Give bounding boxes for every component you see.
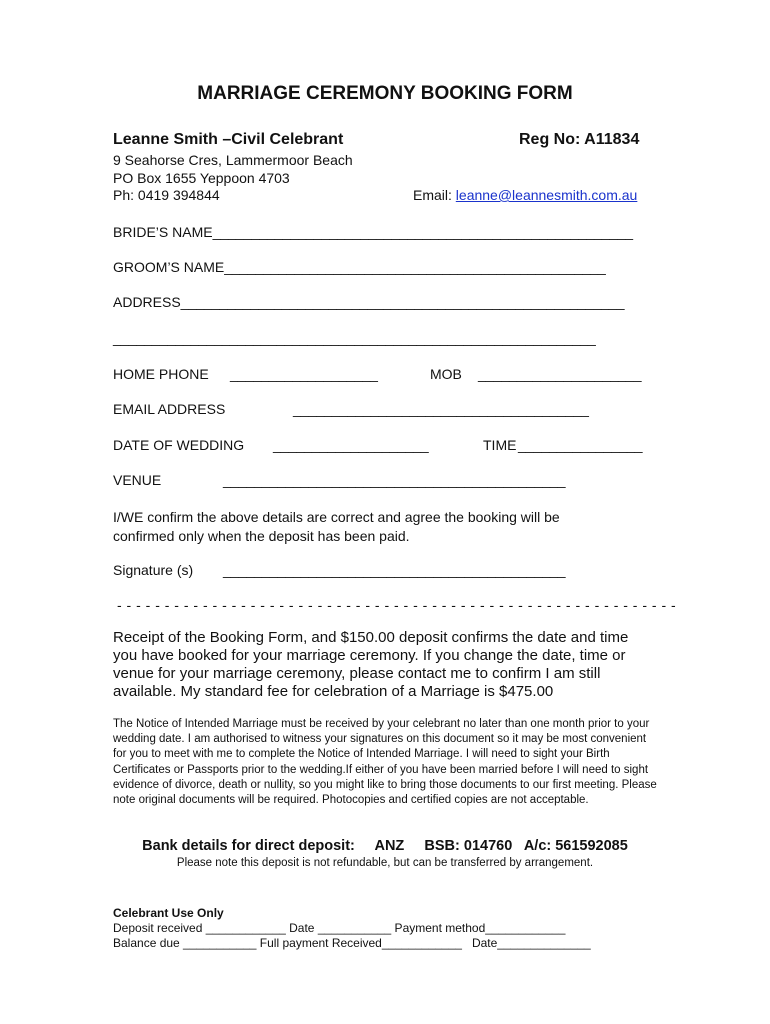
time-label: TIME <box>483 437 517 453</box>
email-label: Email: <box>413 187 456 203</box>
signature-label: Signature (s) <box>113 562 194 578</box>
date-of-wedding-field[interactable]: ____________________ <box>273 437 429 453</box>
signature-field[interactable]: ____________________________________________ <box>223 562 566 578</box>
confirmation-statement: I/WE confirm the above details are correct and agree the booking will be confirmed only when the deposit has been paid. <box>113 509 560 544</box>
bank-details: Bank details for direct deposit: ANZ BSB: 014760 A/c: 561592085 <box>142 838 628 854</box>
registration-number: Reg No: A11834 <box>519 131 640 148</box>
email-address-field[interactable]: ______________________________________ <box>293 401 589 417</box>
mobile-field[interactable]: _____________________ <box>478 366 642 382</box>
cut-line-separator: - - - - - - - - - - - - - - - - - - - - - - - - - - - - - - - - - - - - - - - - - - - - - - - - - - - - - - - - - - - <box>117 597 677 613</box>
celebrant-name: Leanne Smith –Civil Celebrant <box>113 131 344 148</box>
home-phone-label: HOME PHONE <box>113 366 209 382</box>
groom-name-field[interactable]: GROOM’S NAME_________________________________________________ <box>113 259 606 275</box>
deposit-note: Please note this deposit is not refundable, but can be transferred by arrangement. <box>176 857 594 869</box>
mobile-label: MOB <box>430 366 462 382</box>
page-title: MARRIAGE CEREMONY BOOKING FORM <box>197 83 573 104</box>
venue-label: VENUE <box>113 472 162 488</box>
address-field-line2[interactable]: ______________________________________________________________ <box>113 330 596 346</box>
email-link[interactable]: leanne@leannesmith.com.au <box>455 187 638 203</box>
email-address-label: EMAIL ADDRESS <box>113 401 226 417</box>
time-field[interactable]: ________________ <box>518 437 643 453</box>
office-use-line1[interactable]: Deposit received ____________ Date ___________ Payment method____________ <box>113 921 566 935</box>
bride-name-field[interactable]: BRIDE’S NAME______________________________________________________ <box>113 224 634 240</box>
celebrant-address-line2: PO Box 1655 Yeppoon 4703 <box>113 170 290 186</box>
celebrant-phone: Ph: 0419 394844 <box>113 187 220 203</box>
receipt-paragraph: Receipt of the Booking Form, and $150.00 deposit confirms the date and time you have booked for your marriage ceremony. If you change the date, time or venue for your marriage ceremony, please contact me to confirm I am still available. My standard fee for celebration of a Marriage is $475.00 <box>113 629 629 700</box>
celebrant-email <box>413 187 637 203</box>
notice-paragraph: The Notice of Intended Marriage must be received by your celebrant no later than one month prior to your wedding date. I am authorised to witness your signatures on this document so it may be most convenient for you to meet with me to complete the Notice of Intended Marriage. I will need to sight your Birth Certificates or Passports prior to the wedding.If either of you have been married before I will need to sight evidence of divorce, death or nullity, so you might like to bring those documents to our first meeting. Please note original documents will be required. Photocopies and certified copies are not acceptable. <box>113 718 657 807</box>
home-phone-field[interactable]: ___________________ <box>230 366 378 382</box>
celebrant-address-line1: 9 Seahorse Cres, Lammermoor Beach <box>113 152 353 168</box>
date-of-wedding-label: DATE OF WEDDING <box>113 437 245 453</box>
office-use-line2[interactable]: Balance due ___________ Full payment Received____________ Date______________ <box>113 936 591 950</box>
address-field[interactable]: ADDRESS_________________________________________________________ <box>113 294 625 310</box>
venue-field[interactable]: ____________________________________________ <box>223 472 566 488</box>
office-use-heading: Celebrant Use Only <box>113 906 224 920</box>
